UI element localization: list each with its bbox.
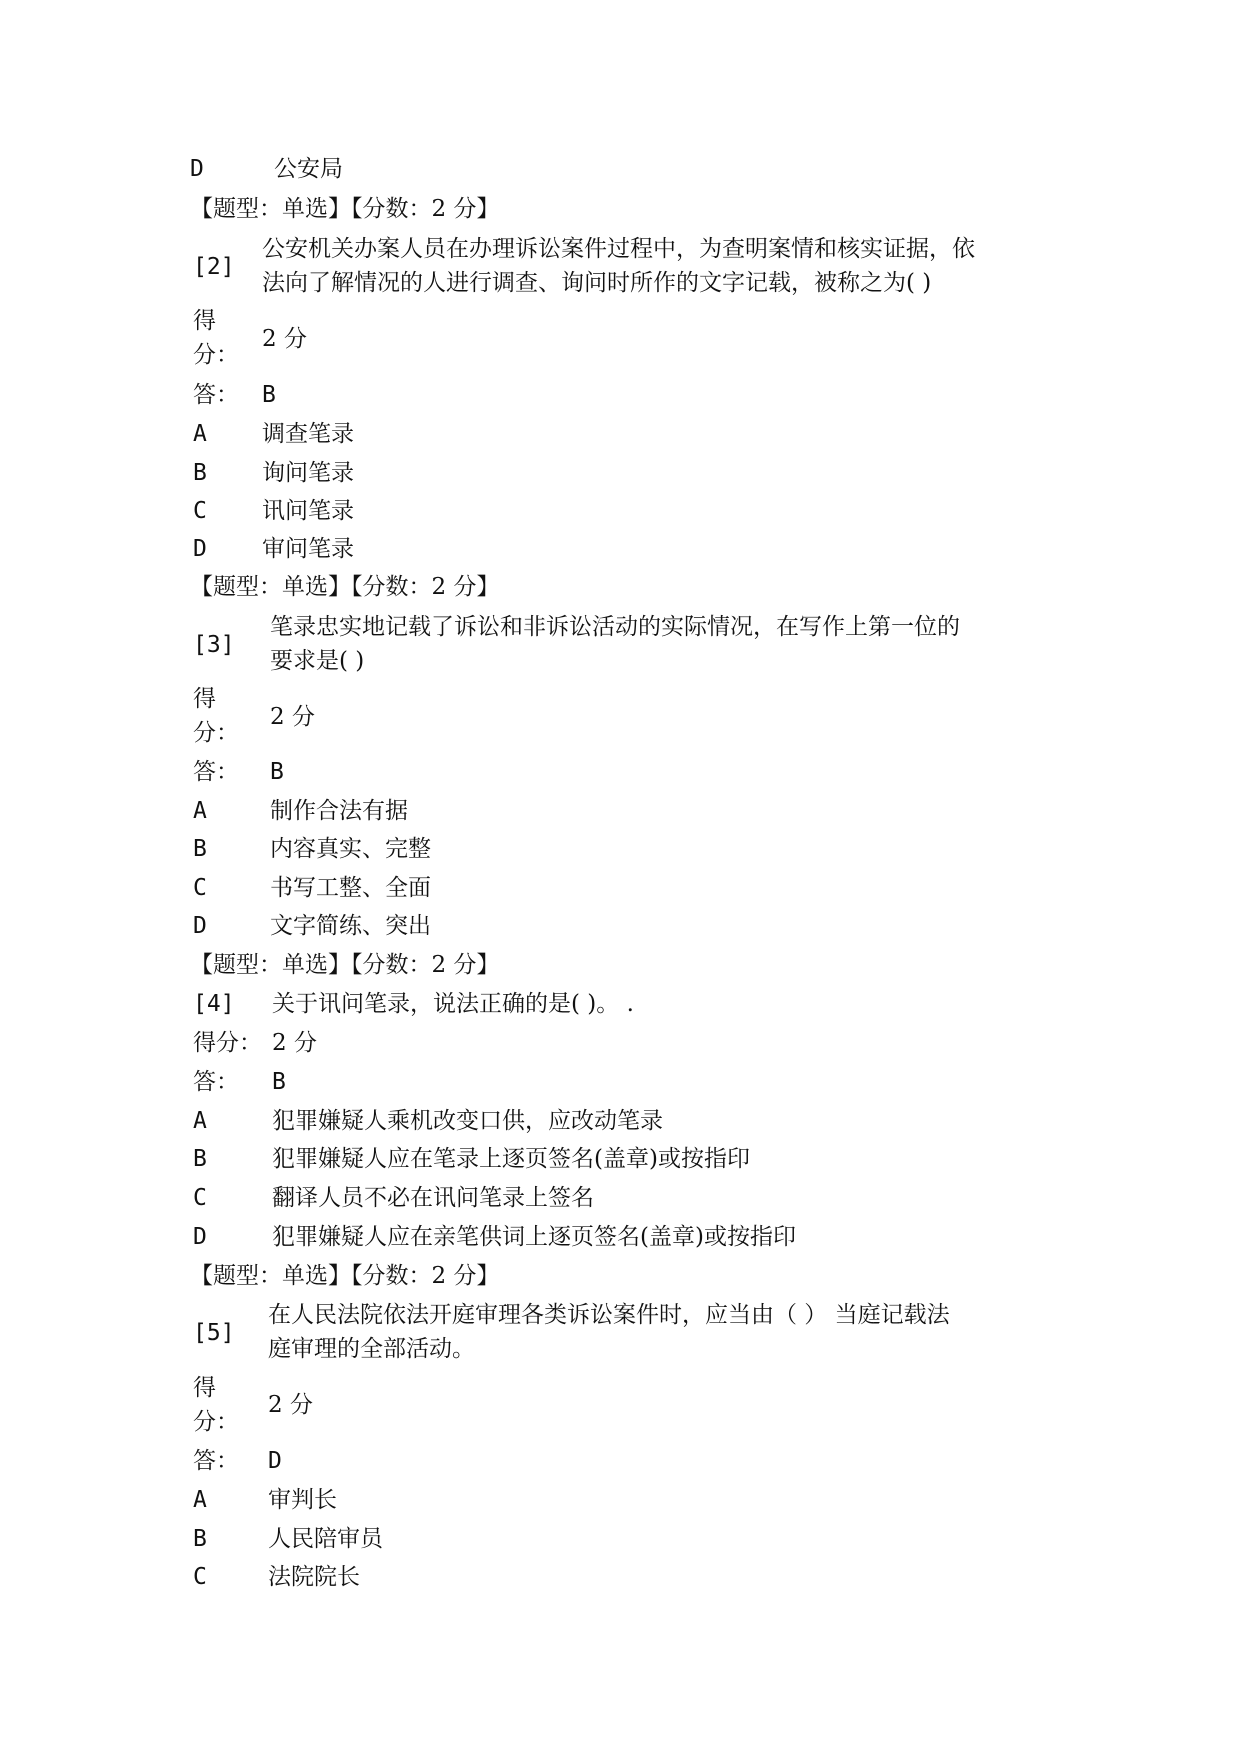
option-letter: D bbox=[193, 536, 207, 562]
option-text: 审问笔录 bbox=[262, 536, 354, 562]
option-letter: C bbox=[193, 1564, 207, 1590]
answer-label: 答： bbox=[193, 382, 239, 408]
option-text: 犯罪嫌疑人乘机改变口供，应改动笔录 bbox=[272, 1108, 663, 1134]
option-text: 公安局 bbox=[274, 156, 343, 182]
score-label: 分： bbox=[193, 1409, 239, 1435]
option-letter: D bbox=[190, 156, 204, 182]
answer-value: B bbox=[270, 759, 284, 785]
question-number: [2] bbox=[193, 254, 235, 280]
option-letter: D bbox=[193, 1224, 207, 1250]
score-value: 2 分 bbox=[262, 326, 307, 352]
option-text: 审判长 bbox=[268, 1487, 337, 1513]
option-text: 讯问笔录 bbox=[262, 498, 354, 524]
option-text: 犯罪嫌疑人应在亲笔供词上逐页签名(盖章)或按指印 bbox=[272, 1224, 796, 1250]
question-stem-line: 庭审理的全部活动。 bbox=[268, 1336, 475, 1362]
option-text: 翻译人员不必在讯问笔录上签名 bbox=[272, 1185, 594, 1211]
option-letter: C bbox=[193, 498, 207, 524]
question-stem-line: 法向了解情况的人进行调查、询问时所作的文字记载，被称之为( ) bbox=[262, 270, 932, 296]
question-type-line: 【题型：单选】【分数：2 分】 bbox=[190, 574, 500, 600]
answer-label: 答： bbox=[193, 1069, 239, 1095]
question-stem-line: 要求是( ) bbox=[270, 648, 365, 674]
option-letter: B bbox=[193, 1526, 207, 1552]
option-text: 制作合法有据 bbox=[270, 798, 408, 824]
option-letter: C bbox=[193, 875, 207, 901]
question-number: [4] bbox=[193, 991, 235, 1017]
option-text: 法院院长 bbox=[268, 1564, 360, 1590]
option-letter: A bbox=[193, 1487, 207, 1513]
score-value: 2 分 bbox=[268, 1392, 313, 1418]
question-stem-line: 在人民法院依法开庭审理各类诉讼案件时，应当由（ ） 当庭记载法 bbox=[268, 1302, 950, 1328]
question-type-line: 【题型：单选】【分数：2 分】 bbox=[190, 1263, 500, 1289]
score-label: 分： bbox=[193, 720, 239, 746]
question-stem-line: 公安机关办案人员在办理诉讼案件过程中，为查明案情和核实证据，依 bbox=[262, 236, 975, 262]
option-letter: B bbox=[193, 1146, 207, 1172]
question-number: [3] bbox=[193, 632, 235, 658]
option-text: 犯罪嫌疑人应在笔录上逐页签名(盖章)或按指印 bbox=[272, 1146, 750, 1172]
question-number: [5] bbox=[193, 1320, 235, 1346]
answer-label: 答： bbox=[193, 759, 239, 785]
option-letter: D bbox=[193, 913, 207, 939]
option-text: 人民陪审员 bbox=[268, 1526, 383, 1552]
score-label: 得 bbox=[193, 308, 216, 334]
score-label: 得 bbox=[193, 686, 216, 712]
score-value: 2 分 bbox=[272, 1030, 317, 1056]
option-letter: A bbox=[193, 798, 207, 824]
score-label: 得 bbox=[193, 1375, 216, 1401]
option-text: 询问笔录 bbox=[262, 460, 354, 486]
answer-value: D bbox=[268, 1448, 282, 1474]
answer-value: B bbox=[262, 382, 276, 408]
option-letter: A bbox=[193, 421, 207, 447]
option-letter: C bbox=[193, 1185, 207, 1211]
question-stem-line: 笔录忠实地记载了诉讼和非诉讼活动的实际情况，在写作上第一位的 bbox=[270, 614, 960, 640]
score-value: 2 分 bbox=[270, 704, 315, 730]
option-text: 文字简练、突出 bbox=[270, 913, 431, 939]
answer-label: 答： bbox=[193, 1448, 239, 1474]
score-label: 分： bbox=[193, 342, 239, 368]
option-text: 调查笔录 bbox=[262, 421, 354, 447]
option-letter: A bbox=[193, 1108, 207, 1134]
question-type-line: 【题型：单选】【分数：2 分】 bbox=[190, 952, 500, 978]
option-letter: B bbox=[193, 836, 207, 862]
answer-value: B bbox=[272, 1069, 286, 1095]
score-label: 得分： bbox=[193, 1030, 262, 1056]
option-letter: B bbox=[193, 460, 207, 486]
question-stem-line: 关于讯问笔录，说法正确的是( )。 . bbox=[272, 991, 634, 1017]
option-text: 书写工整、全面 bbox=[270, 875, 431, 901]
option-text: 内容真实、完整 bbox=[270, 836, 431, 862]
question-type-line: 【题型：单选】【分数：2 分】 bbox=[190, 196, 500, 222]
